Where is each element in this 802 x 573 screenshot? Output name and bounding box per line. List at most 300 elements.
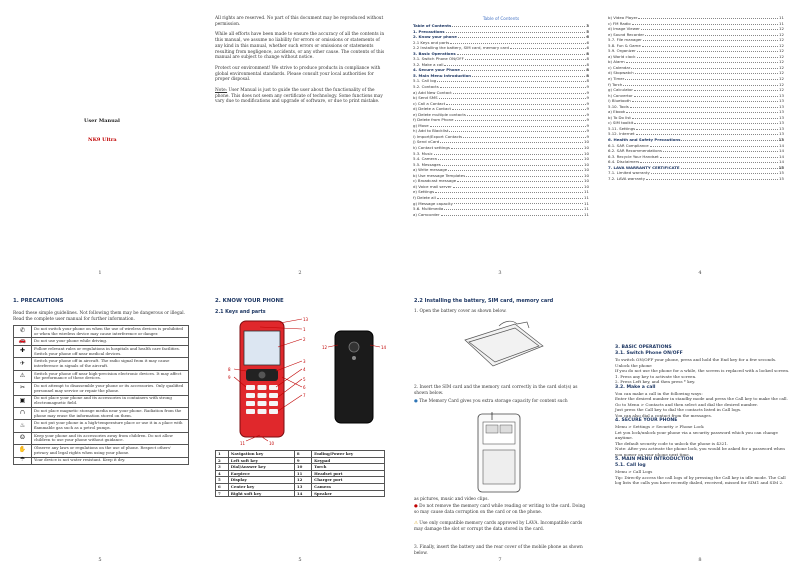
toc-entry-page: 8 xyxy=(586,56,589,62)
toc-leader xyxy=(510,45,586,49)
key-name: Dial/Answer key xyxy=(228,464,294,471)
toc-leader xyxy=(446,29,586,33)
toc-leader xyxy=(438,156,583,160)
precaution-row xyxy=(14,407,189,419)
warning-note-1 xyxy=(414,504,586,515)
note-text: User Manual is just to guide the user about the functionality of the phone. This does not seem any certificate of technology. Some functions may vary due to modifications and upgrade of software, or due to print mistake. xyxy=(215,88,383,105)
precaution-text: Keep your phone and its accessories away from children. Do not allow children to use your phone without guidance. xyxy=(32,432,189,444)
key-row xyxy=(216,477,385,484)
toc-leader xyxy=(430,123,586,127)
toc-entry-page: 8 xyxy=(586,72,589,78)
page-number: 5 xyxy=(298,557,302,563)
toc-entry-page: 9 xyxy=(586,133,589,139)
toc-leader xyxy=(650,143,778,147)
memory-note xyxy=(414,399,586,405)
toc-leader xyxy=(630,104,778,108)
toc-entry-label: b) Video Player xyxy=(608,15,638,20)
toc-entry-page: 9 xyxy=(586,128,589,134)
key-row xyxy=(216,483,385,490)
toc-leader xyxy=(626,59,778,63)
toc-entry-label: 5.6. Multimedia xyxy=(413,206,444,212)
toc-leader xyxy=(632,21,778,25)
key-name: Left soft key xyxy=(228,457,294,464)
toc-entry-label: g) Message capacity xyxy=(413,200,453,206)
key-number: 11 xyxy=(294,470,311,477)
toc-entry-page: 10 xyxy=(584,167,589,173)
keys-table xyxy=(215,450,385,497)
key-name: Charger port xyxy=(312,477,385,484)
toc-leader xyxy=(631,65,778,69)
toc-entry-label: b) Use message Templates xyxy=(413,172,466,178)
toc-leader xyxy=(444,62,585,66)
camera-lens xyxy=(349,342,359,352)
water-icon: ☂ xyxy=(14,457,32,465)
toc-entry-label: g) Move xyxy=(413,122,429,128)
basic-operations-heading: 3. BASIC OPERATIONS xyxy=(615,345,672,350)
toc-entry-label: a) Write message xyxy=(413,167,448,173)
key-name: Camera xyxy=(312,483,385,490)
info-icon: ● xyxy=(414,399,418,404)
toc-entry-label: 6. Health and Safety Precautions xyxy=(608,137,681,143)
toc-leader xyxy=(457,51,586,55)
toc-entry-page: 12 xyxy=(779,53,784,59)
key-number: 3 xyxy=(216,464,229,471)
toc-leader xyxy=(634,87,778,91)
precaution-row xyxy=(14,370,189,382)
toc-entry-label: 3.2. Make a call xyxy=(413,61,444,67)
toc-leader xyxy=(635,70,778,74)
note-label: Note: xyxy=(215,88,228,94)
toc-leader xyxy=(634,93,778,97)
toc-entry-page: 10 xyxy=(584,172,589,178)
callout-label: 14 xyxy=(381,345,387,350)
tools-icon: ✂ xyxy=(14,383,32,395)
toc-entry-page: 9 xyxy=(586,117,589,123)
page-number: 7 xyxy=(498,557,502,563)
callout-label: 10 xyxy=(269,441,275,446)
precaution-row xyxy=(14,457,189,465)
toc-leader xyxy=(636,131,778,135)
toc-entry-page: 15 xyxy=(779,175,784,181)
toc-entry-page: 10 xyxy=(584,150,589,156)
key-name: Earpiece xyxy=(228,470,294,477)
car-icon: 🚗 xyxy=(14,338,32,346)
toc-entry-label: 5.1. Call log xyxy=(413,78,437,84)
warning-note-1-text: Do not remove the memory card while reading or writing to the card. Doing so may cause data corruption on the card or on the phone. xyxy=(414,504,586,515)
toc-entry-page: 11 xyxy=(584,194,589,200)
toc-entry-label: 5.8. Fun & Game xyxy=(608,42,641,48)
toc-entry-label: d) Stopwatch xyxy=(608,70,634,76)
toc-entry-label: g) Calculator xyxy=(608,87,633,93)
installing-heading: 2.2 Installing the battery, SIM card, memory card xyxy=(414,298,554,304)
toc-entry-page: 12 xyxy=(779,31,784,37)
precaution-row xyxy=(14,420,189,432)
toc-leader xyxy=(458,34,585,38)
toc-entry-label: e) Settings xyxy=(413,189,435,195)
toc-entry-label: 7.1. Limited warranty xyxy=(608,170,650,176)
toc-entry-page: 13 xyxy=(779,109,784,115)
magnet-icon: ∩ xyxy=(14,407,32,419)
callout-label: 5 xyxy=(303,377,306,382)
warning-note-2-text: Use only compatible memory cards approved by LAVA. Incompatible cards may damage the slot or corrupt the data stored in the card. xyxy=(414,521,583,532)
toc-entry-page: 6 xyxy=(586,34,589,40)
toc-leader xyxy=(452,106,586,110)
toc-entry[interactable] xyxy=(413,212,589,218)
toc-entry-label: 2.2 Installing the battery, SIM card, memory card xyxy=(413,45,509,51)
toc-leader xyxy=(440,139,583,143)
secure-text: Menu > Settings > Security > Phone Lock xyxy=(615,424,704,429)
toc-entry-page: 10 xyxy=(584,178,589,184)
airplane-icon: ✈ xyxy=(14,358,32,370)
basic-operations xyxy=(615,345,790,486)
precaution-text: Do not attempt to disassemble your phone or its accessories. Only qualified personnel may service or repair the phone. xyxy=(32,383,189,395)
cover-title: User Manual xyxy=(84,118,120,124)
toc-entry-label: d) Delete a Contact xyxy=(413,106,452,112)
toc-leader xyxy=(440,84,586,88)
precaution-row xyxy=(14,358,189,370)
toc-leader xyxy=(452,23,585,27)
key-number: 9 xyxy=(294,457,311,464)
toc-entry-page: 6 xyxy=(586,45,589,51)
toc-entry-label: h) Add to Blacklist xyxy=(413,128,449,134)
toc-entry-label: 2. Know your phone xyxy=(413,34,457,40)
toc-leader xyxy=(645,32,778,36)
toc-entry-page: 15 xyxy=(778,164,784,170)
step-2: 2. Insert the SIM card and the memory card correctly in the card slot(s) as shown below. xyxy=(414,385,578,396)
key-number: 5 xyxy=(216,477,229,484)
secure-text: Let you lock/unlock your phone via a security password which you can change anytime. xyxy=(615,429,778,440)
toc-entry-label: Table of Contents xyxy=(413,23,452,28)
toc-entry-page: 13 xyxy=(778,137,784,143)
call-log-heading: 5.1. Call log xyxy=(615,463,646,468)
key-name: Navigation key xyxy=(228,451,294,458)
toc-heading: Table of Contents xyxy=(482,16,520,21)
toc-leader xyxy=(651,170,778,174)
toc-entry-page: 11 xyxy=(584,189,589,195)
toc-entry-page: 13 xyxy=(779,120,784,126)
toc-entry-page: 9 xyxy=(586,122,589,128)
toc-leader xyxy=(640,159,778,163)
toc-entry-page: 15 xyxy=(779,170,784,176)
phone-diagram xyxy=(220,317,395,447)
toc-entry-label: c) FM Radio xyxy=(608,20,631,26)
callout-label: 6 xyxy=(303,385,306,390)
toc-entry-page: 13 xyxy=(779,131,784,137)
toc-entry-label: 5.2. Contacts xyxy=(413,84,439,90)
toc-entry-page: 10 xyxy=(584,145,589,151)
toc-entry-page: 13 xyxy=(779,114,784,120)
toc-entry-page: 9 xyxy=(586,95,589,101)
toc-entry-page: 13 xyxy=(779,103,784,109)
toc-entry-page: 14 xyxy=(779,148,784,154)
toc-entry-page: 10 xyxy=(584,161,589,167)
secure-heading: 4. SECURE YOUR PHONE xyxy=(615,418,678,423)
toc-entry-label: 7. LAVA WARRANTY CERTIFICATE xyxy=(608,164,680,170)
page-number: 3 xyxy=(498,270,502,276)
precautions-table xyxy=(13,325,189,465)
page-number: 4 xyxy=(698,270,702,276)
key-name: Center key xyxy=(228,483,294,490)
key-row xyxy=(216,490,385,497)
precaution-row xyxy=(14,432,189,444)
toc-entry-page: 11 xyxy=(584,200,589,206)
toc-entry-label: b) Alarm xyxy=(608,59,625,65)
toc-entry-label: a) World clock xyxy=(608,53,636,59)
toc-entry-page: 12 xyxy=(779,70,784,76)
toc-leader xyxy=(448,167,583,171)
battery-cover-illustration xyxy=(455,320,550,372)
paragraph: Protect our environment! We strive to produce products in compliance with global environmental standards. Please consult your local authorities for proper disposal. xyxy=(215,65,381,83)
toc-leader xyxy=(634,120,778,124)
toc-leader xyxy=(625,76,778,80)
toc-entry-label: h) Convertor xyxy=(608,92,633,98)
toc-list xyxy=(608,15,784,181)
toc-leader xyxy=(463,134,585,138)
toc-entry-page: 9 xyxy=(586,89,589,95)
toc-leader xyxy=(632,115,778,119)
know-phone-heading: 2. KNOW YOUR PHONE xyxy=(215,298,284,304)
page-number: 1 xyxy=(98,270,102,276)
toc-entry-page: 12 xyxy=(779,59,784,65)
precaution-text: Switch your phone off in aircraft. The radio signal from it may cause interference in signals of the aircraft. xyxy=(32,358,189,370)
child-icon: ☺ xyxy=(14,432,32,444)
precaution-row xyxy=(14,445,189,457)
toc-entry-page: 8 xyxy=(586,78,589,84)
precaution-row xyxy=(14,383,189,395)
toc-leader xyxy=(442,162,583,166)
key-name: Speaker xyxy=(312,490,385,497)
toc-entry-page: 13 xyxy=(779,98,784,104)
key-number: 8 xyxy=(294,451,311,458)
key-name: Headset port xyxy=(312,470,385,477)
call-log-text: Tip: Directly access the call logs of by pressing the Call key in idle mode. The Call log lists the calls you have recently dialed, received, missed for SIM1 and SIM 2. xyxy=(615,474,786,485)
caution-icon: ⚠ xyxy=(414,521,418,526)
toc-leader xyxy=(681,137,777,141)
toc-entry[interactable] xyxy=(608,176,784,182)
toc-leader xyxy=(444,206,583,210)
unlock-step: 1. Press any key to activate the screen. xyxy=(615,373,697,379)
toc-entry-page: 12 xyxy=(779,37,784,43)
cover-model: NK9 Ultra xyxy=(88,137,117,143)
key-number: 4 xyxy=(216,470,229,477)
toc-entry-label: f) Delete all xyxy=(413,194,436,200)
toc-leader xyxy=(457,178,583,182)
key-number: 14 xyxy=(294,490,311,497)
precaution-text: Follow relevant rules or regulations in hospitals and health care facilities. Switch your phone off near medical devices. xyxy=(32,345,189,357)
call-text: Go to Menu > Contacts and then select and dial the desired number. xyxy=(615,401,758,407)
toc-entry-label: i) Bluetooth xyxy=(608,98,631,104)
toc-leader xyxy=(437,78,585,82)
toc-entry-label: 5.7. File manager xyxy=(608,37,642,43)
toc-entry-label: 5.9. Organizer xyxy=(608,48,636,54)
unlock-text: If you do not use the phone for a while, the screen is replaced with a locked screen. xyxy=(615,368,790,373)
toc-entry-page: 6 xyxy=(586,39,589,45)
toc-leader xyxy=(646,176,778,180)
toc-entry-page: 8 xyxy=(586,67,589,73)
key-name: Display xyxy=(228,477,294,484)
toc-entry-label: f) Torch xyxy=(608,81,623,87)
toc-entry-page: 11 xyxy=(779,15,784,20)
toc-leader xyxy=(435,189,583,193)
toc-entry-label: d) Voice mail server xyxy=(413,183,452,189)
toc-entry-page: 5 xyxy=(586,28,589,34)
toc-entry-page: 10 xyxy=(584,139,589,145)
toc-entry-page: 13 xyxy=(779,125,784,131)
torch-led xyxy=(352,356,356,360)
toc-leader xyxy=(450,40,585,44)
hospital-icon: ✚ xyxy=(14,345,32,357)
toc-entry-page: 9 xyxy=(586,111,589,117)
toc-leader xyxy=(446,101,585,105)
toc-leader xyxy=(472,73,585,77)
toc-leader xyxy=(454,201,583,205)
fire-icon: ♨ xyxy=(14,420,32,432)
key-row xyxy=(216,457,385,464)
precaution-text: Do not use your phone while driving. xyxy=(32,338,189,346)
toc-entry-page: 11 xyxy=(779,20,784,26)
precaution-text: Do not switch your phone on when the use of wireless devices is prohibited or when the wireless device may cause interference or danger. xyxy=(32,326,189,338)
toc-entry-page: 9 xyxy=(586,100,589,106)
toc-leader xyxy=(455,117,586,121)
toc-entry-page: 12 xyxy=(779,87,784,93)
precaution-row xyxy=(14,345,189,357)
toc-leader xyxy=(466,173,583,177)
call-log-text: Menu > Call Logs xyxy=(615,469,653,474)
warning-icon: ⚠ xyxy=(14,370,32,382)
toc-entry-label: 4. Secure your Phone xyxy=(413,67,460,73)
toc-entry-label: 3.1. Switch Phone ON/OFF xyxy=(413,56,464,62)
toc-entry-label: i) Import/Export Contacts xyxy=(413,133,463,139)
table-of-contents-continued xyxy=(608,15,784,181)
toc-entry-label: b) Send SMS xyxy=(413,95,438,101)
toc-entry-label: b) To Do list xyxy=(608,114,631,120)
callout-label: 4 xyxy=(303,367,306,372)
page-number: 5 xyxy=(98,557,102,563)
callout-label: 8 xyxy=(228,367,231,372)
keys-parts-heading: 2.1 Keys and parts xyxy=(215,310,266,315)
toc-entry-label: a) Camcorder xyxy=(413,211,440,217)
precaution-text: Do not place your phone and its accessories in containers with strong electromagnetic field. xyxy=(32,395,189,407)
unlock-title: Unlock the phone xyxy=(615,362,652,368)
toc-leader xyxy=(626,109,778,113)
legal-text xyxy=(215,16,387,110)
precaution-row xyxy=(14,395,189,407)
sim-slot-illustration xyxy=(470,410,530,495)
toc-entry-page: 8 xyxy=(586,50,589,56)
toc-leader xyxy=(638,15,778,19)
switch-text: To switch ON/OFF your phone, press and hold the End key for a few seconds. xyxy=(615,357,777,362)
toc-entry-label: 5.4. Camera xyxy=(413,156,437,162)
toc-entry-page: 8 xyxy=(586,61,589,67)
page-3 xyxy=(400,0,600,286)
toc-entry-label: 6.3. Recycle Your Handset xyxy=(608,153,659,159)
toc-entry-label: 3. Basic Operations xyxy=(413,50,456,56)
page-1 xyxy=(0,0,200,286)
step-3: 3. Finally, insert the battery and the rear cover of the mobile phone as shown below. xyxy=(414,545,583,556)
toc-entry-label: e) Sound Recorder xyxy=(608,31,645,37)
callout-label: 9 xyxy=(228,375,231,380)
toc-entry-label: a) Add New Contact xyxy=(413,89,452,95)
precautions-intro: Read these simple guidelines. Not following them may be dangerous or illegal. Read the complete user manual for further information. xyxy=(13,311,186,322)
toc-entry-label: 5.10. Tools xyxy=(608,103,629,109)
toc-entry-label: 5. Main Menu Introduction xyxy=(413,72,472,78)
call-text: You can also dial a contact from the messages. xyxy=(615,412,712,418)
paragraph: While all efforts have been made to ensure the accuracy of all the contents in this manual, we assume no liability for errors or omissions or statements of any kind in this manual, whether such errors or omissions or statements resulting from negligence, accidents, or any other cause. The contents of this manual are subject to change without notice. xyxy=(215,32,385,61)
toc-entry-page: 14 xyxy=(779,142,784,148)
key-number: 6 xyxy=(216,483,229,490)
toc-entry-label: 5.5. Messages xyxy=(413,161,441,167)
key-number: 12 xyxy=(294,477,311,484)
key-name: Torch xyxy=(312,464,385,471)
key-row xyxy=(216,451,385,458)
precaution-text: Do not put your phone in a high-temperature place or use it in a place with flammable gas such as a petrol pumps. xyxy=(32,420,189,432)
toc-leader xyxy=(439,95,586,99)
toc-entry-page: 9 xyxy=(586,106,589,112)
toc-list xyxy=(413,23,589,217)
call-text: You can make a call in the following ways: xyxy=(615,390,703,396)
phone-display xyxy=(244,331,280,365)
toc-leader xyxy=(643,37,778,41)
call-text: Just press the Call key to dial the contacts listed in Call logs. xyxy=(615,407,742,412)
toc-leader xyxy=(441,212,584,216)
page-number: 2 xyxy=(298,270,302,276)
key-name: Keypad xyxy=(312,457,385,464)
toc-entry-page: 14 xyxy=(779,153,784,159)
toc-entry-page: 12 xyxy=(779,64,784,70)
toc-entry-label: c) Call a Contact xyxy=(413,100,446,106)
page-number: 8 xyxy=(698,557,702,563)
make-call-heading: 3.2. Make a call xyxy=(615,384,656,390)
page-2 xyxy=(200,0,400,286)
key-number: 7 xyxy=(216,490,229,497)
callout-label: 3 xyxy=(303,359,306,364)
toc-entry-label: 6.4. Disclaimers xyxy=(608,159,640,165)
toc-entry-label: 5.3. Music xyxy=(413,150,433,156)
step-1: 1. Open the battery cover as shown below. xyxy=(414,309,507,314)
toc-entry-label: k) Contact settings xyxy=(413,145,450,151)
callout-label: 13 xyxy=(303,317,309,322)
toc-entry-label: d) Image Viewer xyxy=(608,26,640,32)
page-5 xyxy=(0,287,200,573)
step-2-cont: as pictures, music and video clips. xyxy=(414,497,489,502)
key-number: 1 xyxy=(216,451,229,458)
callout-label: 1 xyxy=(303,327,306,332)
note-paragraph xyxy=(215,88,387,105)
secure-text: Note: After you activate the phone lock, you would be asked for a password when you power on your phone next time. xyxy=(615,446,785,457)
toc-entry-label: 6.2. SAR Recommendations xyxy=(608,148,663,154)
precaution-text: Your device is not water resistant. Keep it dry. xyxy=(32,457,189,465)
table-of-contents xyxy=(413,16,589,217)
container-icon: ▣ xyxy=(14,395,32,407)
main-menu-heading: 5. MAIN MENU INTRODUCTION xyxy=(615,457,694,462)
precaution-text: Observe any laws or regulations on the use of phone. Respect others' privacy and legal rights when using your phone. xyxy=(32,445,189,457)
toc-entry-page: 9 xyxy=(586,84,589,90)
key-row xyxy=(216,464,385,471)
toc-entry-page: 10 xyxy=(584,183,589,189)
toc-entry-label: c) Calendar xyxy=(608,64,631,70)
toc-entry-page: 12 xyxy=(779,76,784,82)
unlock-step: 2. Press Left key, and then press * key. xyxy=(615,379,696,384)
callout-label: 2 xyxy=(303,337,306,342)
precaution-text: Do not place magnetic storage media near your phone. Radiation from the phone may erase the information stored on them. xyxy=(32,407,189,419)
toc-entry-page: 14 xyxy=(779,159,784,165)
toc-leader xyxy=(637,48,778,52)
key-number: 2 xyxy=(216,457,229,464)
toc-entry-label: e) Delete multiple contacts xyxy=(413,111,466,117)
switch-heading: 3.1. Switch Phone ON/OFF xyxy=(615,351,683,356)
toc-leader xyxy=(461,67,585,71)
toc-leader xyxy=(660,154,778,158)
